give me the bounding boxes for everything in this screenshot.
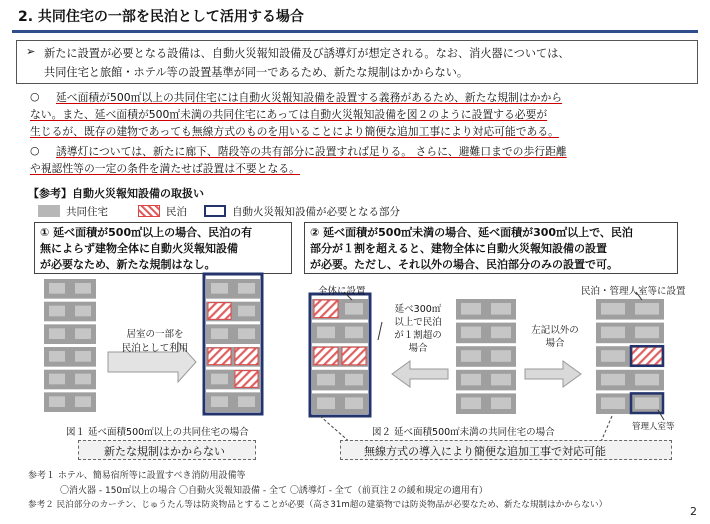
fig1-building-before-floor-line <box>44 344 96 347</box>
fig1-building-before-window <box>75 396 91 407</box>
fig2-building-partial-floor-line <box>596 367 664 370</box>
fig2-building-base-window <box>461 397 481 409</box>
fig1-building-after-window <box>211 396 228 407</box>
fig2-building-base-floor-line <box>456 343 516 346</box>
fig2-building-base-window <box>461 350 481 362</box>
fig1-building-before-floor-line <box>44 276 96 279</box>
fig2-building-whole-floor-line <box>312 343 368 346</box>
legend-label-frame: 自動火災報知設備が必要となる部分 <box>232 206 400 218</box>
fig2-caption: 図２ 延べ面積500㎡未満の共同住宅の場合 <box>372 427 555 438</box>
fig1-building-before-window <box>75 351 91 362</box>
fig2-building-base-floor-line <box>456 367 516 370</box>
fig1-building-after-floor-line <box>206 276 260 279</box>
fig2-building-base-window <box>491 303 511 315</box>
fig1-building-after-floor-line <box>206 321 260 324</box>
para1-line-2: ない。また、延べ面積が500㎡未満の共同住宅にあっては自動火災報知設備を図２のように設置する必要が <box>30 108 548 121</box>
arrow-left-fig2 <box>392 361 448 387</box>
fig1-building-before-window <box>75 328 91 339</box>
fig2-left-text-2: 以上で民泊 <box>394 317 442 328</box>
fig1-building-after-window <box>211 328 228 339</box>
fig1-building-after-window <box>211 374 228 385</box>
fig2-building-partial-window <box>635 397 659 409</box>
fig1-building-before-floor-line <box>44 389 96 392</box>
fig2-building-partial-minpaku-unit <box>632 347 662 365</box>
case2-line-3: が必要。ただし、それ以外の場合、民泊部分のみの設置で可。 <box>310 258 618 271</box>
fig2-building-whole-window <box>317 397 335 409</box>
para2-marker: ○ <box>30 144 40 157</box>
fig2-building-base-floor-line <box>456 320 516 323</box>
case2-line-2: 部分が１割を超えると、建物全体に自動火災報知設備の設置 <box>310 242 607 255</box>
fig1-caption: 図１ 延べ面積500㎡以上の共同住宅の場合 <box>66 427 249 438</box>
fig2-building-whole-minpaku-unit <box>342 347 366 365</box>
fig2-building-whole-minpaku-unit <box>314 300 338 318</box>
fig1-building-after-floor-line <box>206 389 260 392</box>
fig2-building-base-window <box>491 374 511 386</box>
wireless-text: 無線方式の導入により簡便な追加工事で対応可能 <box>364 445 606 458</box>
fig2-building-whole-floor-line <box>312 320 368 323</box>
fig2-building-partial-window <box>635 374 659 386</box>
fig2-building-base-window <box>461 327 481 339</box>
fig2-right-text-1: 左記以外の <box>531 325 579 336</box>
no-new-regulation-text: 新たな規制はかからない <box>104 445 225 458</box>
fig1-building-after-window <box>238 328 255 339</box>
fig1-building-after-minpaku-unit <box>208 303 231 320</box>
legend-label-minpaku: 民泊 <box>166 206 187 218</box>
case1-line-2: 無によらず建物全体に自動火災報知設備 <box>40 242 238 255</box>
fig1-building-after-minpaku-unit <box>235 371 258 388</box>
fig1-building-after-floor-line <box>206 299 260 302</box>
label-minpaku-install: 民泊・管理人室等に設置 <box>581 286 686 297</box>
page-title: 2. 共同住宅の一部を民泊として活用する場合 <box>18 9 304 25</box>
fig2-building-whole-window <box>345 303 363 315</box>
fig2-left-text-1: 延べ300㎡ <box>394 304 442 315</box>
fig1-building-before-floor-line <box>44 367 96 370</box>
fig1-building-before-window <box>75 374 91 385</box>
case1-line-1: ① 延べ面積が500㎡以上の場合、民泊の有 <box>40 226 253 239</box>
para1-marker: ○ <box>30 90 40 103</box>
fig2-building-base-floor-line <box>456 390 516 393</box>
reference-heading: 【参考】自動火災報知設備の取扱い <box>28 187 204 200</box>
fig2-right-text-2: 場合 <box>545 338 565 349</box>
page-number: 2 <box>690 505 697 518</box>
intro-line-2: 共同住宅と旅館・ホテル等の設置基準が同一であるため、新たな規制はかからない。 <box>44 66 469 79</box>
fig1-building-before-window <box>49 283 65 294</box>
fig1-building-before-window <box>49 328 65 339</box>
fig2-building-partial-window <box>601 303 625 315</box>
fig2-building-partial-window <box>601 374 625 386</box>
fig1-building-before-window <box>75 283 91 294</box>
fig1-building-after-window <box>211 283 228 294</box>
fig2-building-base-window <box>461 303 481 315</box>
fig2-building-base-window <box>461 374 481 386</box>
fig1-building-before-window <box>49 374 65 385</box>
fig2-building-base-floor-line <box>456 296 516 299</box>
legend-label-apartment: 共同住宅 <box>66 206 108 218</box>
fig2-left-text-4: 場合 <box>408 343 428 354</box>
note-1: 参考１ ホテル、簡易宿所等に設置すべき消防用設備等 <box>28 471 246 481</box>
fig2-building-partial-window <box>635 327 659 339</box>
fig1-arrow-text-2: 民泊として利用 <box>121 343 189 354</box>
fig1-building-before-window <box>75 306 91 317</box>
fig2-building-whole-floor-line <box>312 367 368 370</box>
fig2-building-partial-window <box>601 397 625 409</box>
fig1-building-before-floor-line <box>44 321 96 324</box>
fig2-building-whole-floor-line <box>312 390 368 393</box>
fig2-building-partial-window <box>601 327 625 339</box>
para2-line-2: や視認性等の一定の条件を満たせば設置は不要となる。 <box>30 162 300 175</box>
fig1-building-after-window <box>238 396 255 407</box>
case2-line-1: ② 延べ面積が500㎡未満の場合、延べ面積が300㎡以上で、民泊 <box>310 226 633 239</box>
fig2-building-whole-minpaku-unit <box>314 347 338 365</box>
fig2-building-whole-window <box>317 327 335 339</box>
fig2-building-base-window <box>491 397 511 409</box>
fig2-building-whole-window <box>345 397 363 409</box>
para1-line-3: 生じるが、既存の建物であっても無線方式のものを用いることにより簡便な追加工事により対応可能である。 <box>30 125 559 138</box>
fig1-building-after-window <box>238 283 255 294</box>
fig2-building-partial-floor-line <box>596 320 664 323</box>
fig2-building-base-window <box>491 350 511 362</box>
fig1-building-before-window <box>49 351 65 362</box>
fig1-building-before-window <box>49 306 65 317</box>
fig1-building-before-window <box>49 396 65 407</box>
fig1-building-after-minpaku-unit <box>208 348 231 365</box>
arrow-right-fig2 <box>525 361 581 387</box>
fig2-building-partial-window <box>601 350 625 362</box>
label-whole-install: 全体に設置 <box>318 286 366 297</box>
fig2-building-base-window <box>491 327 511 339</box>
note-1-items: 〇消火器 - 150㎡以上の場合 〇自動火災報知設備 - 全て 〇誘導灯 - 全て（前頁注２の緩和規定の適用有） <box>60 486 488 496</box>
label-manager-room: 管理人室等 <box>632 422 675 432</box>
fig2-building-whole-window <box>345 327 363 339</box>
intro-line-1: 新たに設置が必要となる設備は、自動火災報知設備及び誘導灯が想定される。なお、消火器については、 <box>44 47 570 60</box>
case1-line-3: が必要なため、新たな規制はなし。 <box>40 258 216 271</box>
fig1-building-after-floor-line <box>206 344 260 347</box>
fig1-building-after-minpaku-unit <box>235 348 258 365</box>
fig1-building-before-floor-line <box>44 299 96 302</box>
fig1-building-after-floor-line <box>206 367 260 370</box>
fig1-arrow-text-1: 居室の一部を <box>126 329 184 340</box>
para2-line-1: 誘導灯については、新たに廊下、階段等の共有部分に設置すれば足りる。 さらに、避難口までの歩行距離 <box>56 145 567 158</box>
fig2-building-whole-window <box>345 374 363 386</box>
fig2-left-text-3: が１割超の <box>394 330 442 341</box>
note-2: 参考２ 民泊部分のカーテン、じゅうたん等は防炎物品とすることが必要（高さ31m超の建築物では防炎物品が必要なため、新たな規制はかからない） <box>28 500 608 510</box>
para1-line-1: 延べ面積が500㎡以上の共同住宅には自動火災報知設備を設置する義務があるため、新たな規制はかから <box>56 91 563 104</box>
intro-bullet: ➢ <box>26 45 36 58</box>
fig2-building-partial-window <box>635 303 659 315</box>
fig2-building-whole-window <box>317 374 335 386</box>
fig1-building-after-window <box>238 306 255 317</box>
